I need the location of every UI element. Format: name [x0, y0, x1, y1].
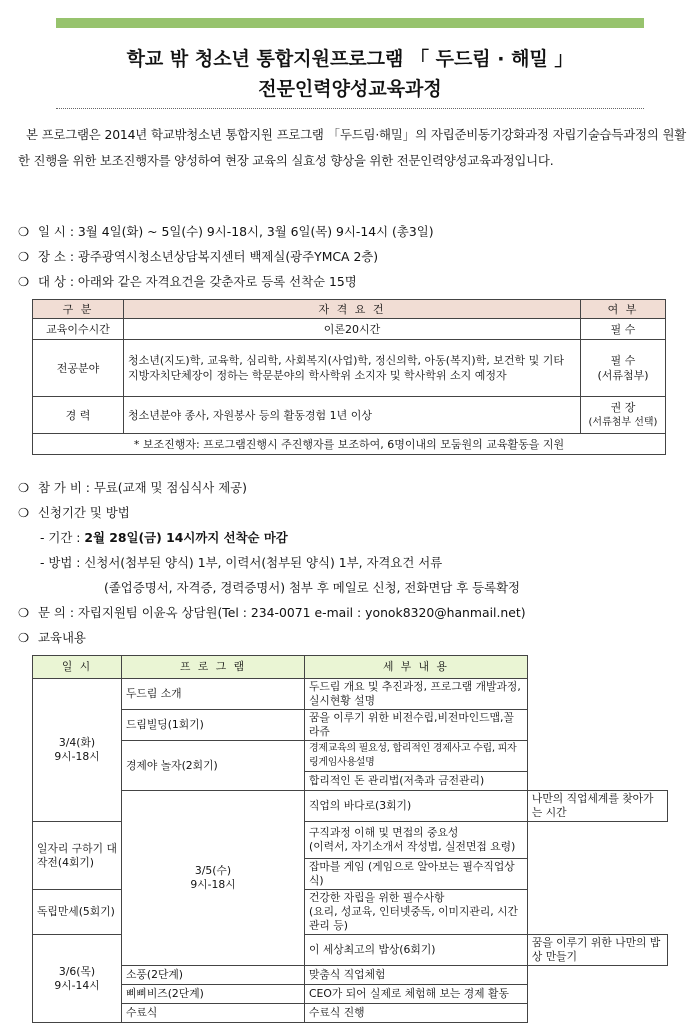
status-note: (서류첨부) [597, 369, 649, 382]
table-row [33, 1004, 668, 1023]
table-row [33, 340, 666, 397]
program-cell: 드림빌딩(1회기) [122, 710, 305, 741]
info-date [18, 222, 434, 240]
info-target-text: 대 상 : 아래와 같은 자격요건을 갖춘자로 등록 선착순 15명 [38, 274, 357, 289]
header-cell: 구 분 [33, 300, 124, 319]
fee-line [18, 478, 247, 496]
info-target [18, 272, 357, 290]
detail-cell: 꿈을 이루기 위한 나만의 밥상 만들기 [527, 935, 667, 966]
date-cell [122, 791, 305, 966]
detail-cell: 꿈을 이루기 위한 비전수립,비전마인드맵,꼴라쥬 [305, 710, 528, 741]
detail-cell: 잡마블 게임 (게임으로 알아보는 필수직업상식) [305, 859, 528, 890]
apply-period-label: - 기간 : [40, 530, 85, 545]
status-text: 권 장 [610, 401, 636, 414]
detail-cell: 수료식 진행 [305, 1004, 528, 1023]
circle-bullet-icon: ❍ [18, 505, 30, 520]
program-cell: 두드림 소개 [122, 679, 305, 710]
program-cell: 이 세상최고의 밥상(6회기) [305, 935, 528, 966]
table-header-row [33, 300, 666, 319]
header-cell: 세 부 내 용 [305, 656, 528, 679]
requirement-cell: 청소년(지도)학, 교육학, 심리학, 사회복지(사업)학, 정신의학, 아동(복지)학, 보건학 및 기타 지방자치단체장이 정하는 학문분야의 학사학위 소지자 및 학사학위 소지 예정자 [124, 340, 581, 397]
date-text: 3/4(화) [58, 736, 96, 749]
info-date-text: 일 시 : 3월 4일(화) ~ 5일(수) 9시-18시, 3월 6일(목) 9시-14시 (총3일) [38, 224, 434, 239]
date-cell [33, 935, 122, 1023]
requirement-cell: 이론20시간 [124, 319, 581, 340]
program-cell: 독립만세(5회기) [33, 890, 122, 935]
detail-line: (이력서, 자기소개서 작성법, 실전면접 요령) [309, 840, 516, 853]
time-text: 9시-18시 [54, 750, 100, 763]
program-cell: 수료식 [122, 1004, 305, 1023]
program-table [32, 655, 668, 1023]
detail-cell: 나만의 직업세계를 찾아가는 시간 [527, 791, 667, 822]
program-cell: 삐삐비즈(2단계) [122, 985, 305, 1004]
requirement-cell: 청소년분야 종사, 자원봉사 등의 활동경험 1년 이상 [124, 397, 581, 434]
page-subtitle: 전문인력양성교육과정 [258, 78, 442, 100]
detail-cell: CEO가 되어 실제로 체험해 보는 경제 활동 [305, 985, 528, 1004]
apply-period [40, 528, 288, 546]
apply-period-value: 2월 28일(금) 14시까지 선착순 마감 [84, 530, 288, 545]
info-place [18, 247, 378, 265]
date-cell [33, 679, 122, 822]
table-row [33, 397, 666, 434]
header-cell: 일 시 [33, 656, 122, 679]
circle-bullet-icon: ❍ [18, 480, 30, 495]
circle-bullet-icon: ❍ [18, 224, 30, 239]
time-text: 9시-14시 [54, 978, 100, 992]
detail-cell [305, 822, 528, 859]
category-cell: 경 력 [33, 397, 124, 434]
apply-method-line2: (졸업증명서, 자격증, 경력증명서) 첨부 후 메일로 신청, 전화면담 후 등록확정 [104, 580, 521, 595]
detail-cell: 두드림 개요 및 추진과정, 프로그램 개발과정, 실시현황 설명 [305, 679, 528, 710]
table-row [33, 791, 668, 822]
program-cell: 경제야 놀자(2회기) [122, 741, 305, 791]
detail-line: (요리, 성교육, 인터넷중독, 이미지관리, 시간관리 등) [309, 905, 518, 932]
table-note: * 보조진행자: 프로그램진행시 주진행자를 보조하여, 6명이내의 모둠원의 교육활동을 지원 [33, 434, 666, 455]
apply-method-line1: - 방법 : 신청서(첨부된 양식) 1부, 이력서(첨부된 양식) 1부, 자격요건 서류 [40, 555, 443, 570]
detail-line: 구직과정 이해 및 면접의 중요성 [309, 826, 459, 839]
status-cell [581, 397, 666, 434]
program-cell: 일자리 구하기 대작전(4회기) [33, 822, 122, 890]
apply-heading [18, 503, 130, 521]
edu-heading-text: 교육내용 [38, 630, 86, 645]
program-cell: 소풍(2단계) [122, 966, 305, 985]
date-text: 3/5(수) [194, 864, 232, 877]
header-cell: 여 부 [581, 300, 666, 319]
fee-text: 참 가 비 : 무료(교재 및 점심식사 제공) [38, 480, 247, 495]
qualification-table [32, 299, 666, 455]
detail-line: 건강한 자립을 위한 필수사항 [309, 891, 445, 904]
table-row [33, 741, 668, 772]
time-text: 9시-18시 [190, 878, 236, 891]
table-row [33, 985, 668, 1004]
table-row [33, 966, 668, 985]
info-place-text: 장 소 : 광주광역시청소년상담복지센터 백제실(광주YMCA 2층) [38, 249, 379, 264]
circle-bullet-icon: ❍ [18, 249, 30, 264]
header-green-bar [56, 18, 644, 28]
status-cell: 필 수 [581, 319, 666, 340]
detail-cell: 합리적인 돈 관리법(저축과 금전관리) [305, 772, 528, 791]
header-cell: 프 로 그 램 [122, 656, 305, 679]
detail-cell: 경제교육의 필요성, 합리적인 경제사고 수립, 피자링게임사용설명 [305, 741, 528, 772]
detail-cell: 맞춤식 직업체험 [305, 966, 528, 985]
table-row [33, 710, 668, 741]
table-note-row [33, 434, 666, 455]
apply-heading-text: 신청기간 및 방법 [38, 505, 130, 520]
date-text: 3/6(목) [58, 964, 96, 978]
circle-bullet-icon: ❍ [18, 630, 30, 645]
table-row [33, 319, 666, 340]
contact-line [18, 603, 526, 621]
status-cell [581, 340, 666, 397]
detail-cell [305, 890, 528, 935]
category-cell: 전공분야 [33, 340, 124, 397]
program-cell: 직업의 바다로(3회기) [305, 791, 528, 822]
status-text: 필 수 [610, 354, 636, 367]
category-cell: 교육이수시간 [33, 319, 124, 340]
page-title: 학교 밖 청소년 통합지원프로그램 「 두드림 · 해밀 」 [126, 48, 574, 70]
divider [56, 108, 644, 109]
edu-heading [18, 628, 86, 646]
status-note: (서류첨부 선택) [588, 417, 658, 428]
circle-bullet-icon: ❍ [18, 605, 30, 620]
header-cell: 자 격 요 건 [124, 300, 581, 319]
intro-paragraph: 본 프로그램은 2014년 학교밖청소년 통합지원 프로그램 「두드림·해밀」의 자립준비동기강화과정 자립기술습득과정의 원활한 진행을 위한 보조진행자를 양성하여 현장 교육의 실효성 향상을 위한 전문인력양성교육과정입니다. [18, 127, 686, 168]
circle-bullet-icon: ❍ [18, 274, 30, 289]
table-header-row [33, 656, 668, 679]
table-row [33, 679, 668, 710]
contact-text: 문 의 : 자립지원팀 이윤옥 상담원(Tel : 234-0071 e-mail : yonok8320@hanmail.net) [38, 605, 526, 620]
